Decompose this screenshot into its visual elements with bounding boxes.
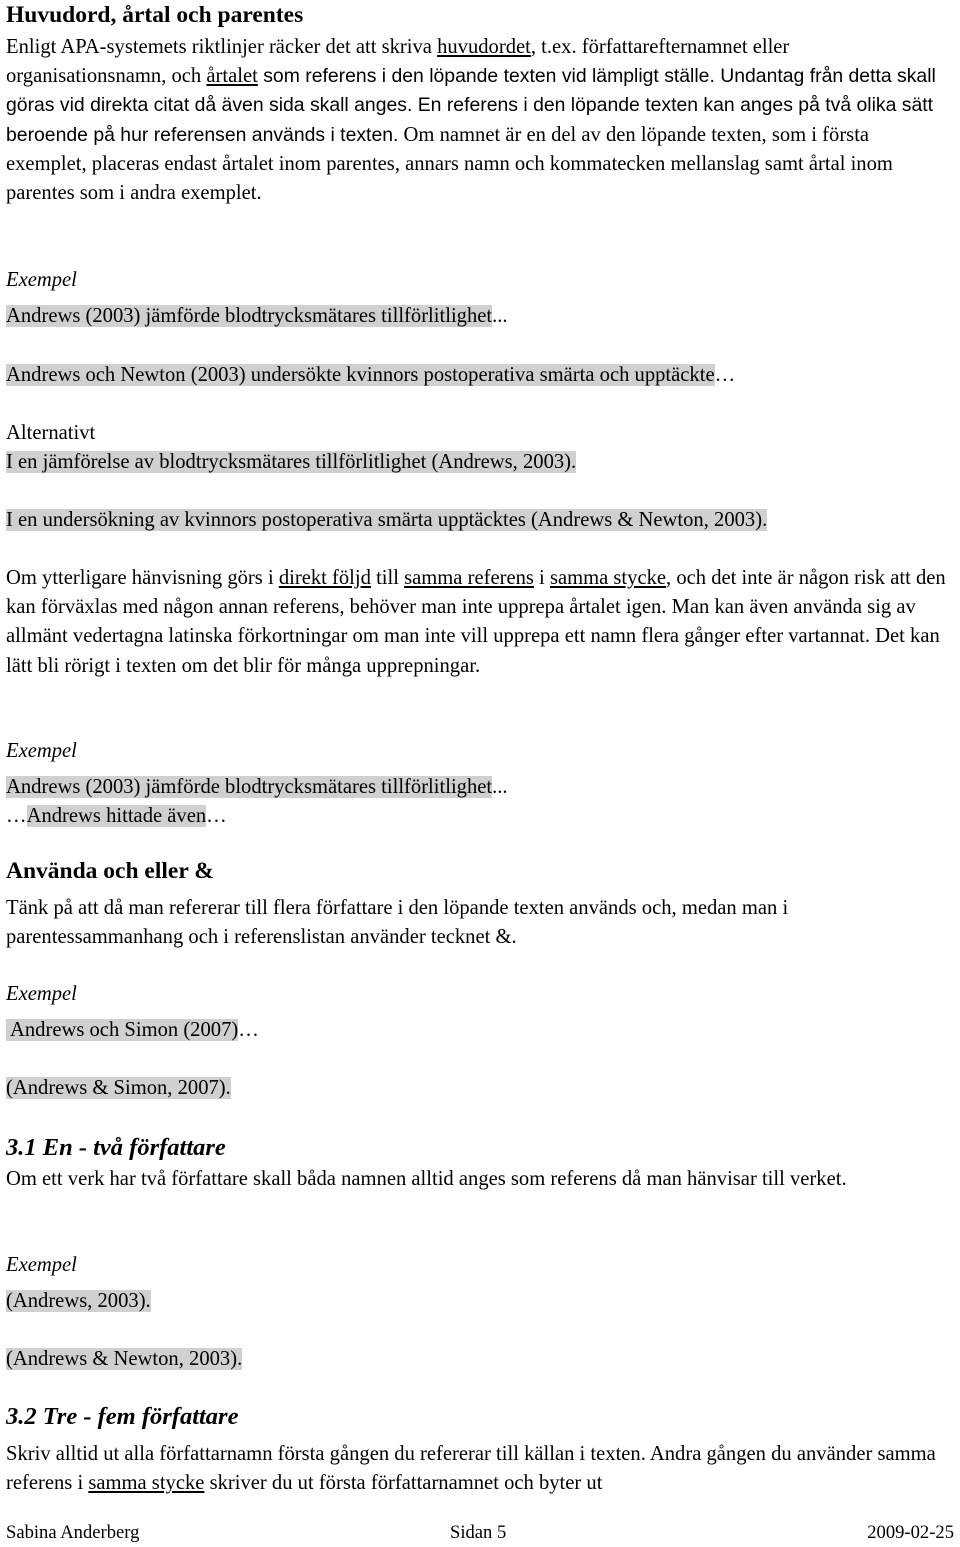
example-line: Andrews (2003) jämförde blodtrycksmätares tillförlitlighet... [6, 776, 508, 798]
underlined-samma-stycke: samma stycke [549, 567, 667, 589]
paragraph-apa-guidelines: Enligt APA-systemets riktlinjer räcker det att skriva huvudordet, t.ex. författarefternamnet eller organisationsnamn, och årtalet som referens i den löpande texten vid lämpligt ställe. Undantag från detta skall göras vid direkta citat då även sida skall anges. En referens i den löpande texten kan anges på två olika sätt beroende på hur referensen används i texten. Om namnet är en del av den löpande texten, som i första exemplet, placeras endast årtalet inom parentes, annars namn och kommatecken mellanslag samt årtal inom parentes som i andra exemplet. [6, 36, 936, 205]
underlined-direkt-foljd: direkt följd [278, 567, 371, 589]
underlined-artalet: årtalet [206, 65, 258, 88]
example-line: (Andrews & Simon, 2007). [6, 1077, 231, 1099]
heading-tre-fem-forfattare: 3.2 Tre - fem författare [6, 1403, 239, 1430]
underlined-samma-stycke: samma stycke [88, 1472, 205, 1495]
paragraph-repeat-reference: Om ytterligare hänvisning görs i direkt följd till samma referens i samma stycke, och det inte är någon risk att den kan förväxlas med någon annan referens, behöver man inte upprepa årtalet igen. Man kan även använda sig av allmänt vedertagna latinska förkortningar om man inte vill upprepa ett namn flera gånger efter vartannat. Det kan lätt bli rörigt i texten om det blir för många upprepningar. [6, 567, 946, 677]
example-line: …Andrews hittade även… [6, 805, 227, 827]
example-line: Andrews och Simon (2007)… [6, 1019, 259, 1041]
example-line: (Andrews, 2003). [6, 1290, 151, 1312]
footer-page-number: Sidan 5 [450, 1522, 507, 1543]
example-line: (Andrews & Newton, 2003). [6, 1348, 243, 1370]
underlined-samma-referens: samma referens [404, 567, 534, 589]
heading-huvudord: Huvudord, årtal och parentes [6, 2, 304, 28]
underlined-huvudordet: huvudordet [437, 36, 531, 58]
alternative-label: Alternativt [6, 422, 96, 444]
footer-date: 2009-02-25 [867, 1522, 954, 1543]
paragraph-three-five-authors: Skriv alltid ut alla författarnamn första gången du refererar till källan i texten. Andra gången du använder samma referens i samma stycke skriver du ut första författarnamnet och byter ut [6, 1443, 936, 1495]
footer-author: Sabina Anderberg [6, 1522, 140, 1543]
alternative-line: I en undersökning av kvinnors postoperativa smärta upptäcktes (Andrews & Newton, 2003). [6, 509, 768, 531]
paragraph-two-authors: Om ett verk har två författare skall båda namnen alltid anges som referens då man hänvisar till verket. [6, 1168, 847, 1190]
example-label: Exempel [6, 983, 77, 1005]
paragraph-och-and: Tänk på att då man refererar till flera författare i den löpande texten används och, medan man i parentessammanhang och i referenslistan använder tecknet &. [6, 897, 789, 949]
example-label: Exempel [6, 1254, 77, 1276]
alternative-line: I en jämförelse av blodtrycksmätares tillförlitlighet (Andrews, 2003). [6, 451, 577, 473]
heading-en-tva-forfattare: 3.1 En - två författare [6, 1134, 226, 1161]
example-line: Andrews och Newton (2003) undersökte kvinnors postoperativa smärta och upptäckte… [6, 364, 736, 386]
heading-och-eller: Använda och eller & [6, 858, 214, 884]
example-label: Exempel [6, 269, 77, 291]
example-line: Andrews (2003) jämförde blodtrycksmätares tillförlitlighet... [6, 305, 508, 327]
example-label: Exempel [6, 740, 77, 762]
